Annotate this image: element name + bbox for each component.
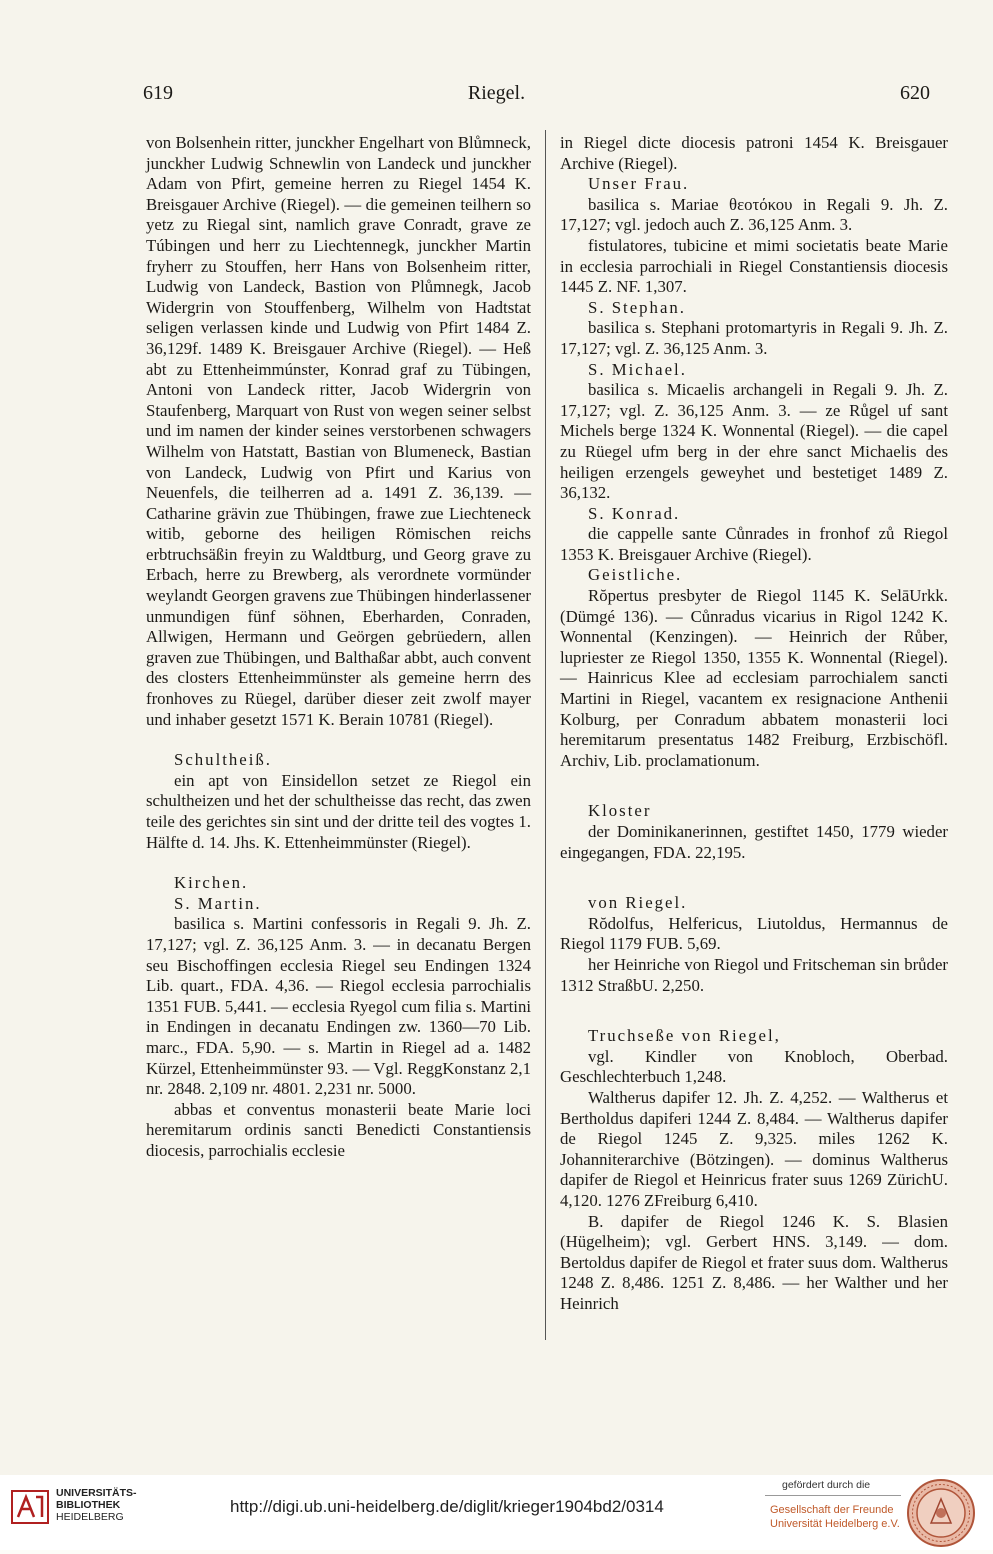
society-name-line: Universität Heidelberg e.V. xyxy=(770,1518,900,1530)
viewer-footer xyxy=(0,1475,993,1550)
funded-by-label: gefördert durch die xyxy=(782,1479,871,1491)
library-name-line: HEIDELBERG xyxy=(56,1511,124,1523)
paragraph: basilica s. Mariae θεοτόκου in Regali 9. Jh. Z. 17,127; vgl. jedoch auch Z. 36,125 Anm. 3. xyxy=(560,194,948,235)
section-heading: S. Martin. xyxy=(174,893,262,913)
spacer xyxy=(560,863,948,893)
library-logo-icon[interactable] xyxy=(10,1487,50,1527)
paragraph: abbas et conventus monasterii beate Marie loci heremitarum ordinis sancti Benedicti Constantiensis diocesis, parrochialis ecclesie xyxy=(146,1099,531,1160)
paragraph: von Bolsenhein ritter, junckher Engelhart von Blůmneck, junckher Ludwig Schnewlin von Landeck und junckher Adam von Pfirt, gemeine herren zu Riegel 1454 K. Breisgauer Archive (Riegel). — die gemeinen teilhern so yetz zu Riegal sint, namlich grave Conradt, grave ze Túbingen und herr zu Liechtennegk, junckher Martin fryherr zu Stouffen, herr Hans von Bolsenheim ritter, Ludwig von Landeck, Bastion von Plůmnegk, Jacob Widergrin von Stouffenberg, Wilhelm von Hadtstat seligen verlassen kinde und Ludwig von Pfirt 1484 Z. 36,129f. 1489 K. Breisgauer Archive (Riegel). — Heß abt zu Ettenheimmúnster, Konrad graf zu Tübingen, Antoni von Landeck ritter, Jacob Widergrin von Staufenberg, Marquart von Rust von wegen seiner selbst und im namen der kinder seines verstorbenen schwagers Wilhelm von Hatstatt, Bastian von Blumeneck, Bastian von Landeck, Ludwig von Pfirt und Karius von Neuenfels, die teilherren ad a. 1491 Z. 36,139. — Catharine grävin zue Thübingen, frawe zue Liechteneck witib, geborne des heiligen Römischen reichs erbtruchsäßin freyin zu Waldtburg, und Georg grave zu Erbach, herre zu Brewberg, als verordnete vormünder weylandt Georgen gravens zue Thübingen hinderlassener unmundigen fünf söhnen, Eberharden, Conraden, Allwigen, Hermann und Geörgen gebrüedern, allen graven zue Thübingen, und Balthaßar abbt, auch convent des closters Ettenheimmünster als gemeine herrn des fronhoves zu Rüegel, darüber dieser zeit zwolf mayer und inhaber gesetzt 1571 K. Berain 10781 (Riegel). xyxy=(146,133,531,729)
page-number-right: 620 xyxy=(900,82,930,104)
section-heading: Truchseße von Riegel, xyxy=(588,1026,781,1046)
spacer xyxy=(560,771,948,801)
paragraph: vgl. Kindler von Knobloch, Oberbad. Geschlechterbuch 1,248. xyxy=(560,1046,948,1087)
library-name-line: BIBLIOTHEK xyxy=(56,1499,121,1511)
permalink-url[interactable]: http://digi.ub.uni-heidelberg.de/diglit/krieger1904bd2/0314 xyxy=(230,1497,664,1516)
left-column xyxy=(146,133,531,1162)
society-name[interactable] xyxy=(770,1503,900,1531)
paragraph: in Riegel dicte diocesis patroni 1454 K. Breisgauer Archive (Riegel). xyxy=(560,133,948,173)
section-heading: Unser Frau. xyxy=(588,174,690,194)
spacer xyxy=(146,730,531,750)
section-heading: Kirchen. xyxy=(174,873,249,893)
paragraph: her Heinriche von Riegol und Fritscheman sin brůder 1312 StraßbU. 2,250. xyxy=(560,954,948,995)
paragraph: basilica s. Stephani protomartyris in Regali 9. Jh. Z. 17,127; vgl. Z. 36,125 Anm. 3. xyxy=(560,318,948,358)
section-heading: S. Konrad. xyxy=(588,503,681,523)
spacer xyxy=(146,853,531,873)
paragraph: ein apt von Einsidellon setzet ze Riegol ein schultheizen und het der schultheisse das recht, das zwen teile des gerichtes sin sint und der dritte teil des vogtes 1. Hälfte d. 14. Jhs. K. Ettenheimmünster (Riegel). xyxy=(146,770,531,852)
right-column xyxy=(560,133,948,1314)
spacer xyxy=(560,996,948,1026)
library-name xyxy=(56,1487,137,1523)
paragraph: die cappelle sante Cůnrades in fronhof zů Riegol 1353 K. Breisgauer Archive (Riegel). xyxy=(560,524,948,564)
society-name-line: Gesellschaft der Freunde xyxy=(770,1504,894,1516)
paragraph: Waltherus dapifer 12. Jh. Z. 4,252. — Waltherus et Bertholdus dapiferi 1244 Z. 8,484. — Waltherus dapifer de Riegol 1245 Z. 9,325. miles 1262 K. Johanniterarchive (Bötzingen). — dominus Waltherus dapifer de Riegol et Heinricus frater suus 1269 ZürichU. 4,120. 1276 ZFreiburg 6,410. xyxy=(560,1087,948,1210)
section-heading: von Riegel. xyxy=(588,893,688,913)
section-heading: Kloster xyxy=(588,801,652,821)
paragraph: basilica s. Micaelis archangeli in Regali 9. Jh. Z. 17,127; vgl. Z. 36,125 Anm. 3. — ze Růgel uf sant Michels berge 1324 K. Wonnental (Riegel). — die capel zu Rüegel ufm berg in der ehre sanct Michaelis des heiligen erzengels geweyhet und bestetiget 1489 Z. 36,132. xyxy=(560,380,948,503)
paragraph: Rŏdolfus, Helfericus, Liutoldus, Hermannus de Riegol 1179 FUB. 5,69. xyxy=(560,913,948,954)
paragraph: der Dominikanerinnen, gestiftet 1450, 1779 wieder eingegangen, FDA. 22,195. xyxy=(560,822,948,862)
section-heading: Geistliche. xyxy=(588,565,683,585)
section-heading: S. Stephan. xyxy=(588,297,686,317)
paragraph: Rŏpertus presbyter de Riegol 1145 K. SelāUrkk. (Dümgé 136). — Cůnradus vicarius in Rigol 1242 K. Wonnental (Kenzingen). — Heinrich der Růber, lupriester ze Riegol 1350, 1355 K. Wonnental (Riegel). — Hainricus Klee ad ecclesiam parrochialem sancti Martini in Riegel, vacantem ex resignacione Anthenii Kolburg, per Conradum abbatem monasterii loci heremitarum presentatus 1482 Freiburg, Erzbischöfl. Archiv, Lib. proclamationum. xyxy=(560,586,948,770)
library-name-line: UNIVERSITÄTS- xyxy=(56,1487,137,1499)
section-heading: S. Michael. xyxy=(588,359,687,379)
paragraph: fistulatores, tubicine et mimi societatis beate Marie in ecclesia parrochiali in Riegel Constantiensis diocesis 1445 Z. NF. 1,307. xyxy=(560,235,948,297)
paragraph: B. dapifer de Riegol 1246 K. S. Blasien (Hügelheim); vgl. Gerbert HNS. 3,149. — dom. Bertoldus dapifer de Riegol et frater suus dom. Waltherus 1248 Z. 8,486. 1251 Z. 8,486. — her Walther und her Heinrich xyxy=(560,1211,948,1313)
university-seal-icon[interactable] xyxy=(905,1477,977,1549)
divider xyxy=(765,1495,901,1496)
running-title: Riegel. xyxy=(467,82,526,104)
column-divider xyxy=(545,130,546,1340)
paragraph: basilica s. Martini confessoris in Regali 9. Jh. Z. 17,127; vgl. Z. 36,125 Anm. 3. — in decanatu Bergen seu Bischoffingen ecclesia Riegel seu Endingen 1324 Lib. quart., FDA. 4,36. — Riegol ecclesia parrochialis 1351 FUB. 5,441. — ecclesia Ryegol cum filia s. Martini in Endingen in decanatu Endingen zw. 1360—70 Lib. marc., FDA. 5,90. — s. Martin in Riegel ad a. 1482 Kürzel, Ettenheimmünster 93. — Vgl. ReggKonstanz 2,1 nr. 2848. 2,109 nr. 4801. 2,231 nr. 5000. xyxy=(146,914,531,1099)
section-heading: Schultheiß. xyxy=(174,750,272,770)
page-number-left: 619 xyxy=(143,82,173,104)
